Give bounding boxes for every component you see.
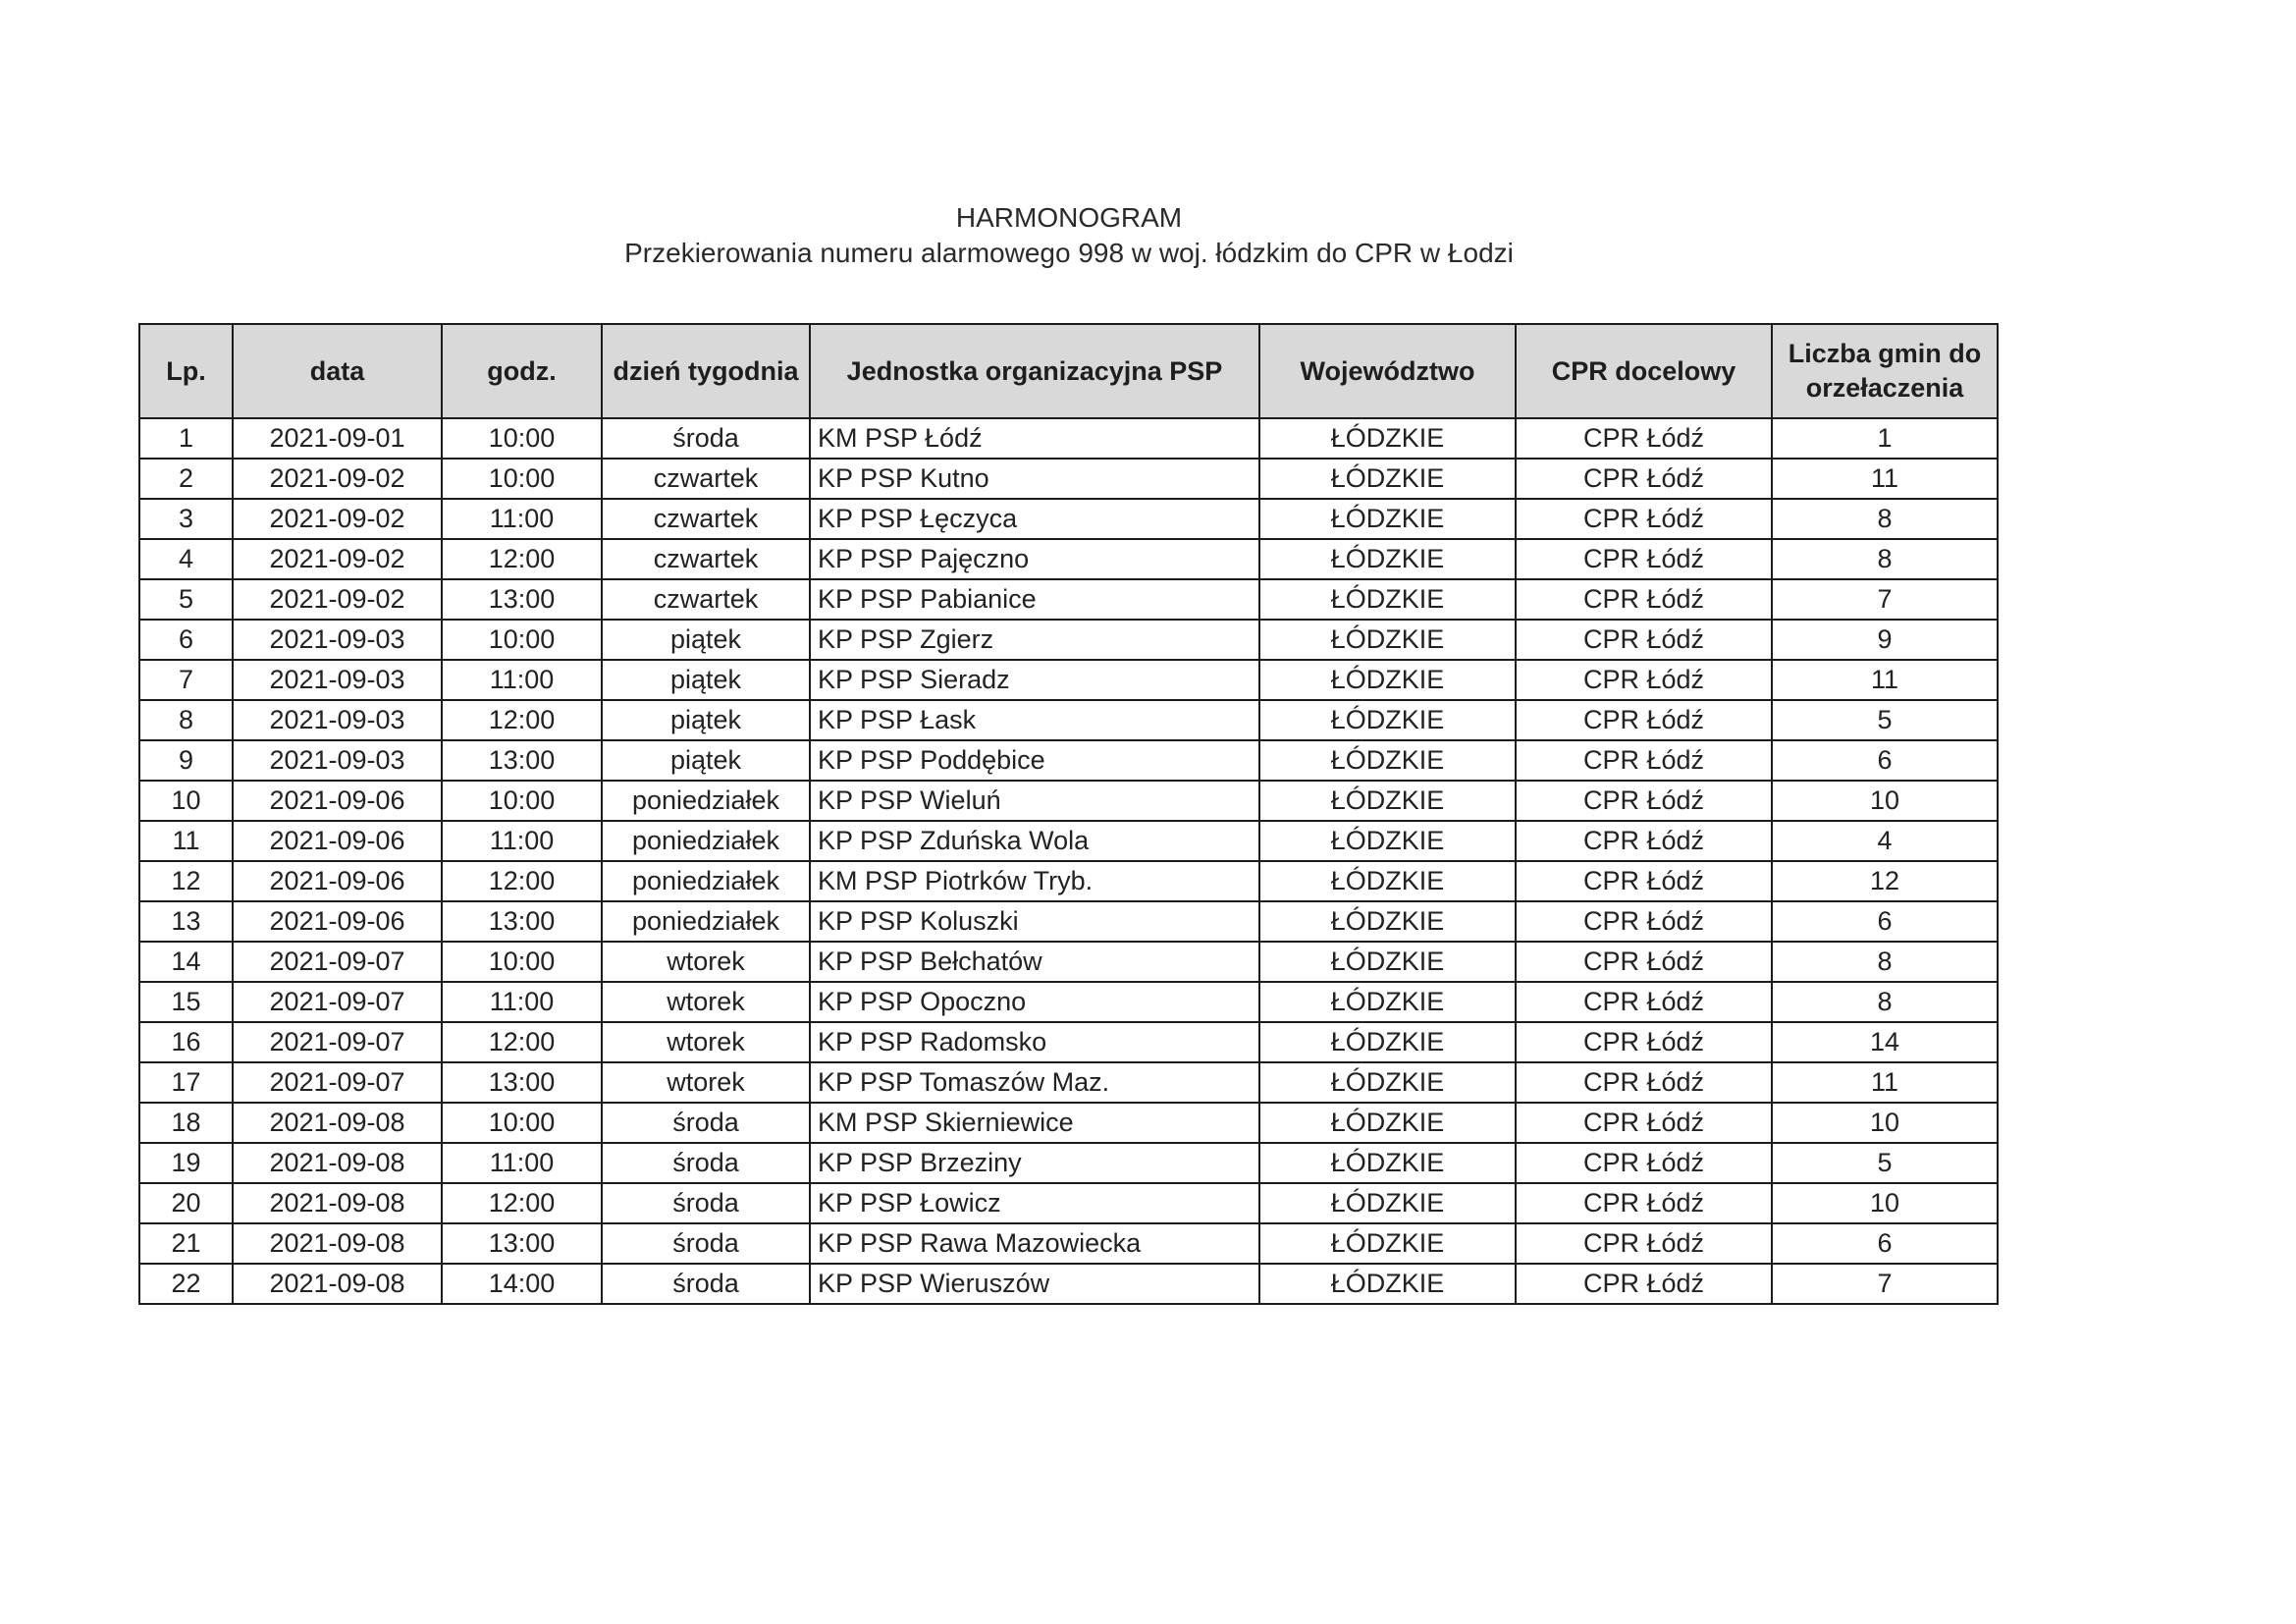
cell-date: 2021-09-02 [233, 579, 442, 620]
cell-voivodeship: ŁÓDZKIE [1259, 620, 1516, 660]
cell-lp: 3 [139, 499, 233, 539]
table-row [139, 499, 1998, 539]
cell-time: 11:00 [442, 499, 602, 539]
cell-target-cpr: CPR Łódź [1516, 1103, 1772, 1143]
cell-time: 11:00 [442, 821, 602, 861]
cell-date: 2021-09-01 [233, 418, 442, 459]
cell-time: 10:00 [442, 620, 602, 660]
column-header-weekday: dzień tygodnia [602, 324, 810, 418]
cell-voivodeship: ŁÓDZKIE [1259, 418, 1516, 459]
cell-date: 2021-09-08 [233, 1183, 442, 1223]
cell-lp: 6 [139, 620, 233, 660]
cell-weekday: piątek [602, 700, 810, 740]
cell-date: 2021-09-02 [233, 499, 442, 539]
cell-communes-count: 1 [1772, 418, 1998, 459]
table-row [139, 740, 1998, 781]
cell-unit: KP PSP Brzeziny [810, 1143, 1259, 1183]
cell-lp: 1 [139, 418, 233, 459]
cell-date: 2021-09-08 [233, 1143, 442, 1183]
table-row [139, 1223, 1998, 1264]
cell-time: 10:00 [442, 1103, 602, 1143]
cell-lp: 13 [139, 901, 233, 942]
cell-target-cpr: CPR Łódź [1516, 821, 1772, 861]
cell-time: 10:00 [442, 418, 602, 459]
cell-unit: KM PSP Skierniewice [810, 1103, 1259, 1143]
cell-unit: KP PSP Łask [810, 700, 1259, 740]
cell-time: 10:00 [442, 942, 602, 982]
cell-weekday: piątek [602, 620, 810, 660]
cell-communes-count: 8 [1772, 982, 1998, 1022]
cell-unit: KP PSP Tomaszów Maz. [810, 1062, 1259, 1103]
cell-voivodeship: ŁÓDZKIE [1259, 579, 1516, 620]
table-row [139, 1143, 1998, 1183]
cell-time: 11:00 [442, 1143, 602, 1183]
cell-lp: 20 [139, 1183, 233, 1223]
table-header [139, 324, 1998, 418]
table-row [139, 620, 1998, 660]
cell-date: 2021-09-07 [233, 1022, 442, 1062]
cell-voivodeship: ŁÓDZKIE [1259, 861, 1516, 901]
cell-weekday: piątek [602, 660, 810, 700]
cell-time: 13:00 [442, 579, 602, 620]
table-row [139, 1264, 1998, 1304]
cell-date: 2021-09-06 [233, 821, 442, 861]
cell-communes-count: 11 [1772, 1062, 1998, 1103]
cell-weekday: wtorek [602, 1022, 810, 1062]
cell-date: 2021-09-07 [233, 942, 442, 982]
cell-weekday: wtorek [602, 1062, 810, 1103]
column-header-time: godz. [442, 324, 602, 418]
column-header-voivodeship: Województwo [1259, 324, 1516, 418]
cell-voivodeship: ŁÓDZKIE [1259, 499, 1516, 539]
cell-unit: KP PSP Zgierz [810, 620, 1259, 660]
cell-weekday: środa [602, 1103, 810, 1143]
cell-voivodeship: ŁÓDZKIE [1259, 942, 1516, 982]
column-header-lp: Lp. [139, 324, 233, 418]
table-row [139, 982, 1998, 1022]
cell-unit: KP PSP Poddębice [810, 740, 1259, 781]
cell-lp: 21 [139, 1223, 233, 1264]
cell-target-cpr: CPR Łódź [1516, 781, 1772, 821]
cell-date: 2021-09-07 [233, 1062, 442, 1103]
table-row [139, 1062, 1998, 1103]
cell-voivodeship: ŁÓDZKIE [1259, 700, 1516, 740]
cell-time: 12:00 [442, 1183, 602, 1223]
cell-target-cpr: CPR Łódź [1516, 499, 1772, 539]
cell-weekday: środa [602, 1223, 810, 1264]
cell-date: 2021-09-02 [233, 459, 442, 499]
cell-target-cpr: CPR Łódź [1516, 942, 1772, 982]
cell-unit: KP PSP Łęczyca [810, 499, 1259, 539]
cell-weekday: środa [602, 1264, 810, 1304]
cell-voivodeship: ŁÓDZKIE [1259, 1022, 1516, 1062]
document-subtitle: Przekierowania numeru alarmowego 998 w woj. łódzkim do CPR w Łodzi [624, 238, 1514, 268]
cell-unit: KP PSP Kutno [810, 459, 1259, 499]
cell-voivodeship: ŁÓDZKIE [1259, 539, 1516, 579]
cell-date: 2021-09-08 [233, 1103, 442, 1143]
cell-voivodeship: ŁÓDZKIE [1259, 901, 1516, 942]
cell-unit: KP PSP Wieluń [810, 781, 1259, 821]
cell-target-cpr: CPR Łódź [1516, 700, 1772, 740]
table-row [139, 660, 1998, 700]
cell-voivodeship: ŁÓDZKIE [1259, 1103, 1516, 1143]
cell-date: 2021-09-07 [233, 982, 442, 1022]
cell-communes-count: 11 [1772, 459, 1998, 499]
table-row [139, 901, 1998, 942]
cell-communes-count: 6 [1772, 740, 1998, 781]
cell-target-cpr: CPR Łódź [1516, 1062, 1772, 1103]
cell-target-cpr: CPR Łódź [1516, 740, 1772, 781]
cell-target-cpr: CPR Łódź [1516, 539, 1772, 579]
cell-communes-count: 5 [1772, 1143, 1998, 1183]
cell-lp: 15 [139, 982, 233, 1022]
cell-weekday: wtorek [602, 942, 810, 982]
cell-lp: 17 [139, 1062, 233, 1103]
table-row [139, 459, 1998, 499]
cell-weekday: piątek [602, 740, 810, 781]
cell-unit: KP PSP Pajęczno [810, 539, 1259, 579]
cell-voivodeship: ŁÓDZKIE [1259, 1264, 1516, 1304]
cell-weekday: czwartek [602, 459, 810, 499]
cell-time: 13:00 [442, 1223, 602, 1264]
schedule-table [138, 323, 1999, 1305]
cell-date: 2021-09-06 [233, 861, 442, 901]
table-row [139, 942, 1998, 982]
cell-date: 2021-09-03 [233, 740, 442, 781]
cell-target-cpr: CPR Łódź [1516, 1143, 1772, 1183]
cell-time: 13:00 [442, 1062, 602, 1103]
cell-lp: 7 [139, 660, 233, 700]
cell-communes-count: 10 [1772, 781, 1998, 821]
cell-weekday: poniedziałek [602, 821, 810, 861]
cell-lp: 4 [139, 539, 233, 579]
cell-communes-count: 12 [1772, 861, 1998, 901]
column-header-date: data [233, 324, 442, 418]
cell-date: 2021-09-03 [233, 620, 442, 660]
header-row [139, 324, 1998, 418]
cell-voivodeship: ŁÓDZKIE [1259, 1062, 1516, 1103]
table-row [139, 1183, 1998, 1223]
cell-weekday: środa [602, 1183, 810, 1223]
cell-lp: 11 [139, 821, 233, 861]
cell-target-cpr: CPR Łódź [1516, 1264, 1772, 1304]
cell-time: 12:00 [442, 539, 602, 579]
cell-unit: KM PSP Łódź [810, 418, 1259, 459]
cell-voivodeship: ŁÓDZKIE [1259, 740, 1516, 781]
cell-lp: 5 [139, 579, 233, 620]
cell-communes-count: 4 [1772, 821, 1998, 861]
cell-unit: KP PSP Rawa Mazowiecka [810, 1223, 1259, 1264]
cell-communes-count: 5 [1772, 700, 1998, 740]
document-title: HARMONOGRAM [955, 202, 1183, 233]
table-row [139, 700, 1998, 740]
table-body [139, 418, 1998, 1304]
cell-time: 10:00 [442, 459, 602, 499]
table-row [139, 579, 1998, 620]
cell-weekday: czwartek [602, 579, 810, 620]
cell-unit: KP PSP Pabianice [810, 579, 1259, 620]
cell-voivodeship: ŁÓDZKIE [1259, 1143, 1516, 1183]
cell-unit: KP PSP Sieradz [810, 660, 1259, 700]
cell-target-cpr: CPR Łódź [1516, 620, 1772, 660]
cell-voivodeship: ŁÓDZKIE [1259, 1223, 1516, 1264]
column-header-unit: Jednostka organizacyjna PSP [810, 324, 1259, 418]
cell-weekday: czwartek [602, 499, 810, 539]
table-row [139, 821, 1998, 861]
column-header-target-cpr: CPR docelowy [1516, 324, 1772, 418]
table-row [139, 1022, 1998, 1062]
cell-target-cpr: CPR Łódź [1516, 1223, 1772, 1264]
cell-communes-count: 7 [1772, 579, 1998, 620]
cell-weekday: poniedziałek [602, 781, 810, 821]
cell-time: 12:00 [442, 700, 602, 740]
cell-date: 2021-09-03 [233, 700, 442, 740]
cell-weekday: środa [602, 1143, 810, 1183]
cell-time: 12:00 [442, 1022, 602, 1062]
cell-communes-count: 8 [1772, 539, 1998, 579]
column-header-communes-count: Liczba gmin do orzełaczenia [1772, 324, 1998, 418]
table-row [139, 539, 1998, 579]
cell-time: 11:00 [442, 660, 602, 700]
cell-weekday: czwartek [602, 539, 810, 579]
cell-communes-count: 11 [1772, 660, 1998, 700]
cell-target-cpr: CPR Łódź [1516, 982, 1772, 1022]
cell-weekday: poniedziałek [602, 861, 810, 901]
cell-unit: KP PSP Bełchatów [810, 942, 1259, 982]
cell-communes-count: 6 [1772, 901, 1998, 942]
cell-lp: 22 [139, 1264, 233, 1304]
cell-lp: 12 [139, 861, 233, 901]
cell-target-cpr: CPR Łódź [1516, 861, 1772, 901]
cell-date: 2021-09-02 [233, 539, 442, 579]
cell-date: 2021-09-06 [233, 781, 442, 821]
cell-lp: 16 [139, 1022, 233, 1062]
cell-lp: 2 [139, 459, 233, 499]
cell-date: 2021-09-08 [233, 1264, 442, 1304]
cell-unit: KP PSP Łowicz [810, 1183, 1259, 1223]
cell-voivodeship: ŁÓDZKIE [1259, 982, 1516, 1022]
cell-communes-count: 8 [1772, 942, 1998, 982]
cell-lp: 18 [139, 1103, 233, 1143]
cell-communes-count: 14 [1772, 1022, 1998, 1062]
cell-lp: 14 [139, 942, 233, 982]
cell-unit: KP PSP Koluszki [810, 901, 1259, 942]
cell-weekday: poniedziałek [602, 901, 810, 942]
cell-lp: 10 [139, 781, 233, 821]
cell-communes-count: 6 [1772, 1223, 1998, 1264]
cell-date: 2021-09-06 [233, 901, 442, 942]
cell-unit: KP PSP Wieruszów [810, 1264, 1259, 1304]
table-row [139, 861, 1998, 901]
cell-target-cpr: CPR Łódź [1516, 660, 1772, 700]
cell-unit: KM PSP Piotrków Tryb. [810, 861, 1259, 901]
cell-voivodeship: ŁÓDZKIE [1259, 781, 1516, 821]
cell-date: 2021-09-03 [233, 660, 442, 700]
cell-time: 13:00 [442, 740, 602, 781]
cell-lp: 19 [139, 1143, 233, 1183]
cell-communes-count: 7 [1772, 1264, 1998, 1304]
table-row [139, 1103, 1998, 1143]
cell-communes-count: 8 [1772, 499, 1998, 539]
cell-lp: 8 [139, 700, 233, 740]
cell-target-cpr: CPR Łódź [1516, 901, 1772, 942]
cell-voivodeship: ŁÓDZKIE [1259, 660, 1516, 700]
cell-weekday: środa [602, 418, 810, 459]
cell-communes-count: 9 [1772, 620, 1998, 660]
cell-communes-count: 10 [1772, 1103, 1998, 1143]
cell-target-cpr: CPR Łódź [1516, 418, 1772, 459]
cell-voivodeship: ŁÓDZKIE [1259, 821, 1516, 861]
cell-target-cpr: CPR Łódź [1516, 1022, 1772, 1062]
cell-time: 13:00 [442, 901, 602, 942]
cell-unit: KP PSP Opoczno [810, 982, 1259, 1022]
table-row [139, 781, 1998, 821]
cell-communes-count: 10 [1772, 1183, 1998, 1223]
cell-target-cpr: CPR Łódź [1516, 459, 1772, 499]
cell-time: 14:00 [442, 1264, 602, 1304]
cell-time: 10:00 [442, 781, 602, 821]
cell-unit: KP PSP Zduńska Wola [810, 821, 1259, 861]
cell-target-cpr: CPR Łódź [1516, 1183, 1772, 1223]
cell-date: 2021-09-08 [233, 1223, 442, 1264]
cell-unit: KP PSP Radomsko [810, 1022, 1259, 1062]
cell-lp: 9 [139, 740, 233, 781]
table-row [139, 418, 1998, 459]
cell-time: 12:00 [442, 861, 602, 901]
cell-weekday: wtorek [602, 982, 810, 1022]
cell-target-cpr: CPR Łódź [1516, 579, 1772, 620]
cell-voivodeship: ŁÓDZKIE [1259, 459, 1516, 499]
cell-time: 11:00 [442, 982, 602, 1022]
cell-voivodeship: ŁÓDZKIE [1259, 1183, 1516, 1223]
